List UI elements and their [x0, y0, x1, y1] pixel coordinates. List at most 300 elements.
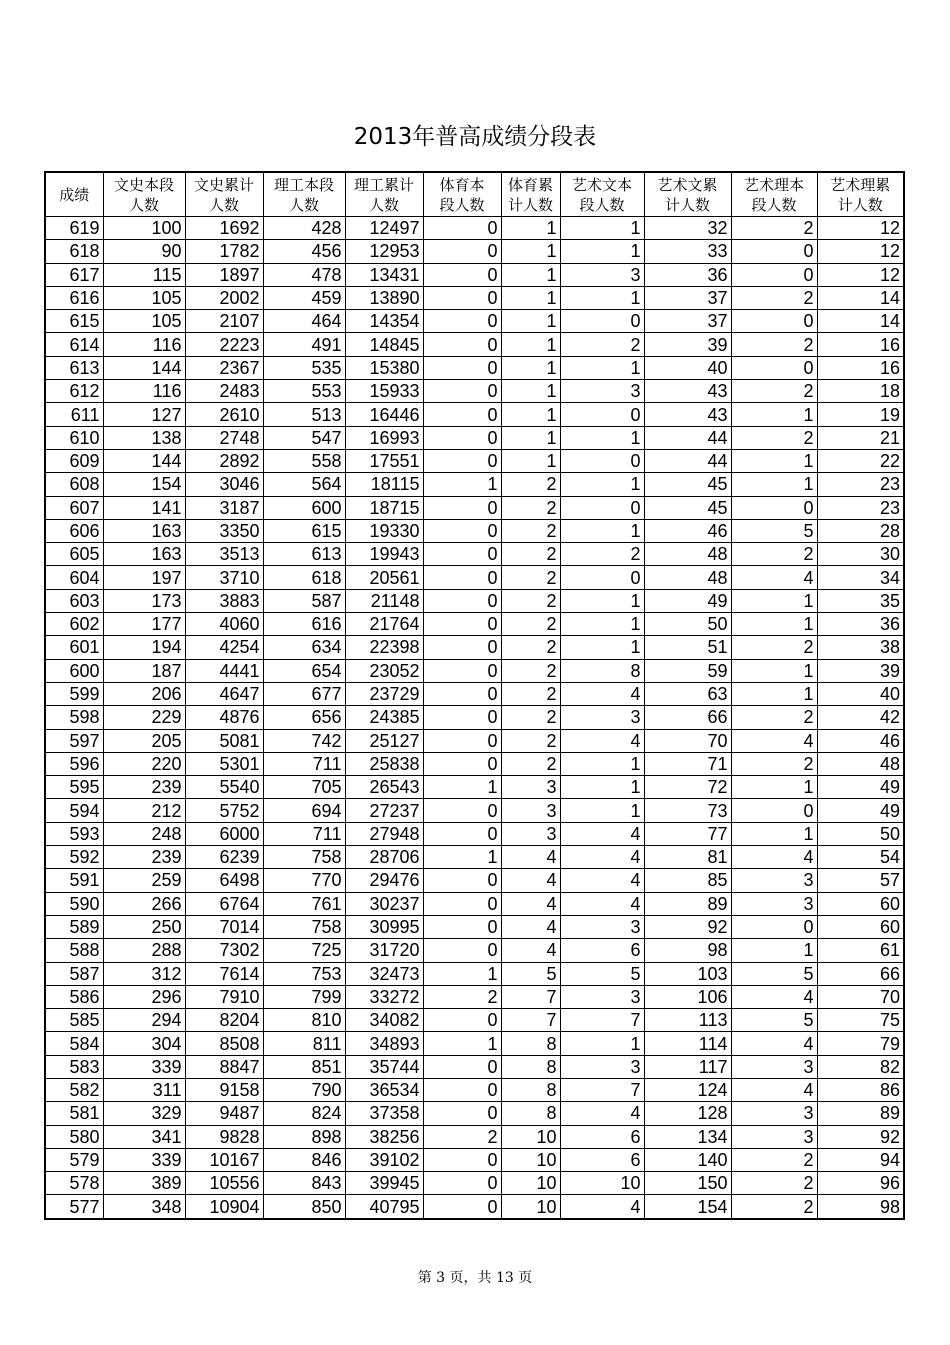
table-cell: 59 — [644, 659, 731, 682]
table-row — [45, 752, 904, 775]
table-cell: 39102 — [345, 1148, 423, 1171]
table-cell: 2 — [731, 706, 817, 729]
table-row — [45, 449, 904, 472]
table-cell: 0 — [423, 380, 501, 403]
table-cell: 35744 — [345, 1055, 423, 1078]
table-cell: 790 — [263, 1078, 345, 1101]
table-cell: 98 — [817, 1195, 904, 1219]
table-cell: 4 — [731, 1078, 817, 1101]
table-row — [45, 217, 904, 240]
table-cell: 2002 — [185, 286, 263, 309]
page-title: 2013年普高成绩分段表 — [353, 124, 597, 150]
table-body — [45, 217, 904, 1219]
score-cell: 587 — [45, 962, 103, 985]
table-cell: 5 — [560, 962, 644, 985]
column-header — [817, 172, 904, 217]
table-cell: 34 — [817, 566, 904, 589]
table-cell: 163 — [103, 519, 185, 542]
table-cell: 3883 — [185, 589, 263, 612]
table-cell: 72 — [644, 776, 731, 799]
score-cell: 615 — [45, 310, 103, 333]
table-cell: 105 — [103, 286, 185, 309]
score-cell: 602 — [45, 613, 103, 636]
score-cell: 616 — [45, 286, 103, 309]
table-row — [45, 939, 904, 962]
table-cell: 0 — [423, 286, 501, 309]
table-cell: 2 — [423, 1125, 501, 1148]
table-cell: 124 — [644, 1078, 731, 1101]
table-cell: 10 — [501, 1125, 560, 1148]
table-cell: 2892 — [185, 449, 263, 472]
table-cell: 2367 — [185, 356, 263, 379]
table-cell: 28706 — [345, 846, 423, 869]
table-row — [45, 286, 904, 309]
table-cell: 1 — [560, 519, 644, 542]
table-cell: 239 — [103, 776, 185, 799]
table-cell: 1 — [423, 776, 501, 799]
score-cell: 619 — [45, 217, 103, 240]
table-cell: 2 — [731, 426, 817, 449]
table-cell: 587 — [263, 589, 345, 612]
table-cell: 0 — [560, 403, 644, 426]
table-cell: 115 — [103, 263, 185, 286]
table-cell: 70 — [644, 729, 731, 752]
score-cell: 592 — [45, 846, 103, 869]
table-cell: 3 — [560, 1055, 644, 1078]
table-cell: 348 — [103, 1195, 185, 1219]
table-cell: 44 — [644, 449, 731, 472]
table-cell: 0 — [423, 496, 501, 519]
table-cell: 250 — [103, 915, 185, 938]
table-cell: 5 — [501, 962, 560, 985]
score-cell: 611 — [45, 403, 103, 426]
table-cell: 14354 — [345, 310, 423, 333]
table-cell: 12497 — [345, 217, 423, 240]
column-header-line: 人数 — [368, 195, 399, 214]
table-cell: 33 — [644, 240, 731, 263]
table-cell: 2 — [501, 496, 560, 519]
table-cell: 1 — [501, 380, 560, 403]
table-cell: 141 — [103, 496, 185, 519]
table-cell: 4 — [731, 1032, 817, 1055]
table-cell: 2 — [560, 543, 644, 566]
table-cell: 811 — [263, 1032, 345, 1055]
table-cell: 2223 — [185, 333, 263, 356]
table-header-row — [45, 172, 904, 217]
table-cell: 5540 — [185, 776, 263, 799]
score-cell: 610 — [45, 426, 103, 449]
table-cell: 0 — [731, 310, 817, 333]
table-row — [45, 426, 904, 449]
table-cell: 22 — [817, 449, 904, 472]
table-cell: 824 — [263, 1102, 345, 1125]
score-cell: 598 — [45, 706, 103, 729]
table-cell: 127 — [103, 403, 185, 426]
table-cell: 0 — [560, 566, 644, 589]
table-cell: 18115 — [345, 473, 423, 496]
table-cell: 1897 — [185, 263, 263, 286]
table-cell: 2 — [501, 519, 560, 542]
table-row — [45, 776, 904, 799]
table-cell: 1 — [501, 310, 560, 333]
table-cell: 13431 — [345, 263, 423, 286]
column-header-line: 艺术文本 — [571, 175, 632, 194]
score-cell: 603 — [45, 589, 103, 612]
table-cell: 144 — [103, 356, 185, 379]
score-cell: 604 — [45, 566, 103, 589]
table-cell: 618 — [263, 566, 345, 589]
column-header-line: 艺术理累 — [830, 175, 891, 194]
table-cell: 0 — [423, 613, 501, 636]
score-cell: 579 — [45, 1148, 103, 1171]
table-cell: 10556 — [185, 1172, 263, 1195]
table-cell: 248 — [103, 822, 185, 845]
table-cell: 27237 — [345, 799, 423, 822]
table-cell: 116 — [103, 380, 185, 403]
table-cell: 1 — [731, 822, 817, 845]
table-cell: 799 — [263, 985, 345, 1008]
table-cell: 616 — [263, 613, 345, 636]
table-cell: 43 — [644, 380, 731, 403]
table-cell: 187 — [103, 659, 185, 682]
table-row — [45, 706, 904, 729]
table-cell: 535 — [263, 356, 345, 379]
table-cell: 898 — [263, 1125, 345, 1148]
table-cell: 86 — [817, 1078, 904, 1101]
table-row — [45, 519, 904, 542]
table-cell: 711 — [263, 752, 345, 775]
table-cell: 1 — [560, 217, 644, 240]
score-cell: 599 — [45, 682, 103, 705]
table-cell: 66 — [817, 962, 904, 985]
table-row — [45, 985, 904, 1008]
table-cell: 60 — [817, 915, 904, 938]
table-cell: 128 — [644, 1102, 731, 1125]
table-cell: 7014 — [185, 915, 263, 938]
table-cell: 4060 — [185, 613, 263, 636]
table-cell: 23729 — [345, 682, 423, 705]
table-cell: 0 — [731, 496, 817, 519]
score-cell: 577 — [45, 1195, 103, 1219]
table-cell: 304 — [103, 1032, 185, 1055]
table-row — [45, 240, 904, 263]
table-cell: 35 — [817, 589, 904, 612]
table-cell: 117 — [644, 1055, 731, 1078]
table-cell: 14 — [817, 286, 904, 309]
table-row — [45, 566, 904, 589]
table-cell: 2610 — [185, 403, 263, 426]
table-cell: 23052 — [345, 659, 423, 682]
table-cell: 85 — [644, 869, 731, 892]
table-cell: 49 — [644, 589, 731, 612]
table-cell: 105 — [103, 310, 185, 333]
table-cell: 0 — [423, 799, 501, 822]
table-cell: 89 — [817, 1102, 904, 1125]
table-cell: 0 — [560, 496, 644, 519]
column-header — [731, 172, 817, 217]
table-row — [45, 380, 904, 403]
table-cell: 2 — [501, 706, 560, 729]
table-cell: 19330 — [345, 519, 423, 542]
score-cell: 589 — [45, 915, 103, 938]
table-row — [45, 915, 904, 938]
table-cell: 21 — [817, 426, 904, 449]
table-cell: 8 — [501, 1078, 560, 1101]
table-cell: 239 — [103, 846, 185, 869]
table-cell: 15380 — [345, 356, 423, 379]
table-cell: 205 — [103, 729, 185, 752]
table-cell: 16 — [817, 356, 904, 379]
table-cell: 37 — [644, 286, 731, 309]
table-cell: 846 — [263, 1148, 345, 1171]
column-header-line: 段人数 — [579, 195, 625, 214]
table-cell: 389 — [103, 1172, 185, 1195]
table-cell: 2 — [501, 543, 560, 566]
table-cell: 296 — [103, 985, 185, 1008]
table-row — [45, 1032, 904, 1055]
table-cell: 206 — [103, 682, 185, 705]
table-cell: 17551 — [345, 449, 423, 472]
table-cell: 46 — [644, 519, 731, 542]
table-row — [45, 310, 904, 333]
table-cell: 2 — [501, 613, 560, 636]
table-cell: 30237 — [345, 892, 423, 915]
table-cell: 39 — [817, 659, 904, 682]
table-cell: 656 — [263, 706, 345, 729]
table-row — [45, 1125, 904, 1148]
table-cell: 212 — [103, 799, 185, 822]
table-cell: 3 — [731, 1102, 817, 1125]
score-cell: 618 — [45, 240, 103, 263]
table-cell: 90 — [103, 240, 185, 263]
table-cell: 32473 — [345, 962, 423, 985]
table-cell: 94 — [817, 1148, 904, 1171]
table-cell: 5 — [731, 962, 817, 985]
table-cell: 3 — [560, 706, 644, 729]
table-cell: 5081 — [185, 729, 263, 752]
table-cell: 4 — [560, 729, 644, 752]
table-row — [45, 403, 904, 426]
column-header — [501, 172, 560, 217]
column-header-line: 计人数 — [664, 195, 710, 214]
table-cell: 54 — [817, 846, 904, 869]
table-cell: 220 — [103, 752, 185, 775]
table-cell: 5752 — [185, 799, 263, 822]
table-cell: 8 — [501, 1102, 560, 1125]
score-cell: 590 — [45, 892, 103, 915]
table-cell: 6239 — [185, 846, 263, 869]
score-cell: 612 — [45, 380, 103, 403]
table-cell: 0 — [560, 449, 644, 472]
table-row — [45, 1195, 904, 1219]
table-row — [45, 263, 904, 286]
table-cell: 3710 — [185, 566, 263, 589]
table-cell: 0 — [423, 333, 501, 356]
table-cell: 8 — [560, 659, 644, 682]
table-cell: 16446 — [345, 403, 423, 426]
table-cell: 61 — [817, 939, 904, 962]
table-cell: 1 — [731, 939, 817, 962]
table-cell: 1 — [560, 613, 644, 636]
column-header-line: 文史本段 — [113, 175, 174, 194]
score-cell: 617 — [45, 263, 103, 286]
table-cell: 19943 — [345, 543, 423, 566]
table-cell: 491 — [263, 333, 345, 356]
table-cell: 1 — [501, 403, 560, 426]
table-cell: 10 — [501, 1148, 560, 1171]
table-cell: 3 — [501, 799, 560, 822]
table-cell: 312 — [103, 962, 185, 985]
table-cell: 1 — [731, 776, 817, 799]
table-cell: 34893 — [345, 1032, 423, 1055]
table-cell: 32 — [644, 217, 731, 240]
table-cell: 0 — [423, 1009, 501, 1032]
table-cell: 14845 — [345, 333, 423, 356]
table-cell: 116 — [103, 333, 185, 356]
table-cell: 0 — [423, 869, 501, 892]
table-cell: 4 — [501, 869, 560, 892]
table-cell: 8508 — [185, 1032, 263, 1055]
table-cell: 0 — [423, 519, 501, 542]
table-cell: 229 — [103, 706, 185, 729]
table-cell: 0 — [423, 1102, 501, 1125]
column-header-line: 体育本 — [439, 175, 485, 194]
table-cell: 15933 — [345, 380, 423, 403]
table-cell: 1 — [731, 659, 817, 682]
table-cell: 10 — [560, 1172, 644, 1195]
table-cell: 30995 — [345, 915, 423, 938]
table-cell: 0 — [560, 310, 644, 333]
column-header — [560, 172, 644, 217]
table-cell: 26543 — [345, 776, 423, 799]
column-header-line: 理工本段 — [273, 175, 334, 194]
table-cell: 339 — [103, 1148, 185, 1171]
table-cell: 7 — [501, 1009, 560, 1032]
table-cell: 2 — [501, 729, 560, 752]
table-cell: 0 — [423, 1148, 501, 1171]
table-cell: 10904 — [185, 1195, 263, 1219]
table-cell: 40 — [644, 356, 731, 379]
table-cell: 1782 — [185, 240, 263, 263]
column-header-line: 文史累计 — [193, 175, 254, 194]
table-cell: 259 — [103, 869, 185, 892]
table-cell: 1 — [560, 1032, 644, 1055]
table-cell: 51 — [644, 636, 731, 659]
column-header-line: 人数 — [288, 195, 319, 214]
table-cell: 40795 — [345, 1195, 423, 1219]
table-cell: 2 — [501, 659, 560, 682]
table-row — [45, 822, 904, 845]
table-cell: 0 — [423, 217, 501, 240]
table-cell: 106 — [644, 985, 731, 1008]
score-cell: 580 — [45, 1125, 103, 1148]
table-row — [45, 962, 904, 985]
table-cell: 851 — [263, 1055, 345, 1078]
table-row — [45, 799, 904, 822]
table-cell: 73 — [644, 799, 731, 822]
table-cell: 10 — [501, 1172, 560, 1195]
column-header-line: 人数 — [128, 195, 159, 214]
table-cell: 38256 — [345, 1125, 423, 1148]
score-cell: 600 — [45, 659, 103, 682]
table-cell: 3 — [731, 892, 817, 915]
score-cell: 613 — [45, 356, 103, 379]
table-cell: 553 — [263, 380, 345, 403]
table-cell: 0 — [423, 706, 501, 729]
table-cell: 2 — [501, 636, 560, 659]
table-cell: 3350 — [185, 519, 263, 542]
table-cell: 4 — [560, 869, 644, 892]
table-cell: 24385 — [345, 706, 423, 729]
table-cell: 113 — [644, 1009, 731, 1032]
table-cell: 44 — [644, 426, 731, 449]
table-row — [45, 1055, 904, 1078]
table-cell: 4876 — [185, 706, 263, 729]
table-cell: 634 — [263, 636, 345, 659]
table-cell: 154 — [103, 473, 185, 496]
table-cell: 2 — [731, 1195, 817, 1219]
column-header — [345, 172, 423, 217]
table-cell: 654 — [263, 659, 345, 682]
table-cell: 12 — [817, 263, 904, 286]
table-cell: 1 — [731, 682, 817, 705]
table-cell: 0 — [423, 636, 501, 659]
table-cell: 770 — [263, 869, 345, 892]
table-cell: 2 — [731, 1172, 817, 1195]
table-cell: 92 — [817, 1125, 904, 1148]
table-cell: 27948 — [345, 822, 423, 845]
table-cell: 48 — [644, 543, 731, 566]
table-cell: 456 — [263, 240, 345, 263]
table-cell: 1 — [560, 356, 644, 379]
table-cell: 43 — [644, 403, 731, 426]
table-cell: 4 — [560, 892, 644, 915]
table-cell: 21148 — [345, 589, 423, 612]
table-cell: 6498 — [185, 869, 263, 892]
table-cell: 0 — [731, 356, 817, 379]
table-cell: 1 — [501, 449, 560, 472]
table-cell: 18 — [817, 380, 904, 403]
table-cell: 810 — [263, 1009, 345, 1032]
table-cell: 46 — [817, 729, 904, 752]
table-cell: 98 — [644, 939, 731, 962]
table-cell: 14 — [817, 310, 904, 333]
table-cell: 12953 — [345, 240, 423, 263]
table-cell: 89 — [644, 892, 731, 915]
table-cell: 705 — [263, 776, 345, 799]
table-cell: 1 — [560, 776, 644, 799]
table-cell: 4441 — [185, 659, 263, 682]
table-cell: 2 — [501, 752, 560, 775]
table-cell: 3 — [731, 1055, 817, 1078]
table-cell: 478 — [263, 263, 345, 286]
table-cell: 0 — [423, 1055, 501, 1078]
table-cell: 459 — [263, 286, 345, 309]
table-row — [45, 473, 904, 496]
table-cell: 2 — [731, 1148, 817, 1171]
table-cell: 1 — [731, 473, 817, 496]
table-cell: 12 — [817, 217, 904, 240]
table-cell: 758 — [263, 846, 345, 869]
table-cell: 50 — [817, 822, 904, 845]
table-cell: 1 — [501, 426, 560, 449]
table-cell: 547 — [263, 426, 345, 449]
table-cell: 1 — [501, 217, 560, 240]
table-cell: 294 — [103, 1009, 185, 1032]
table-cell: 3 — [560, 915, 644, 938]
column-header — [263, 172, 345, 217]
table-cell: 1 — [423, 473, 501, 496]
